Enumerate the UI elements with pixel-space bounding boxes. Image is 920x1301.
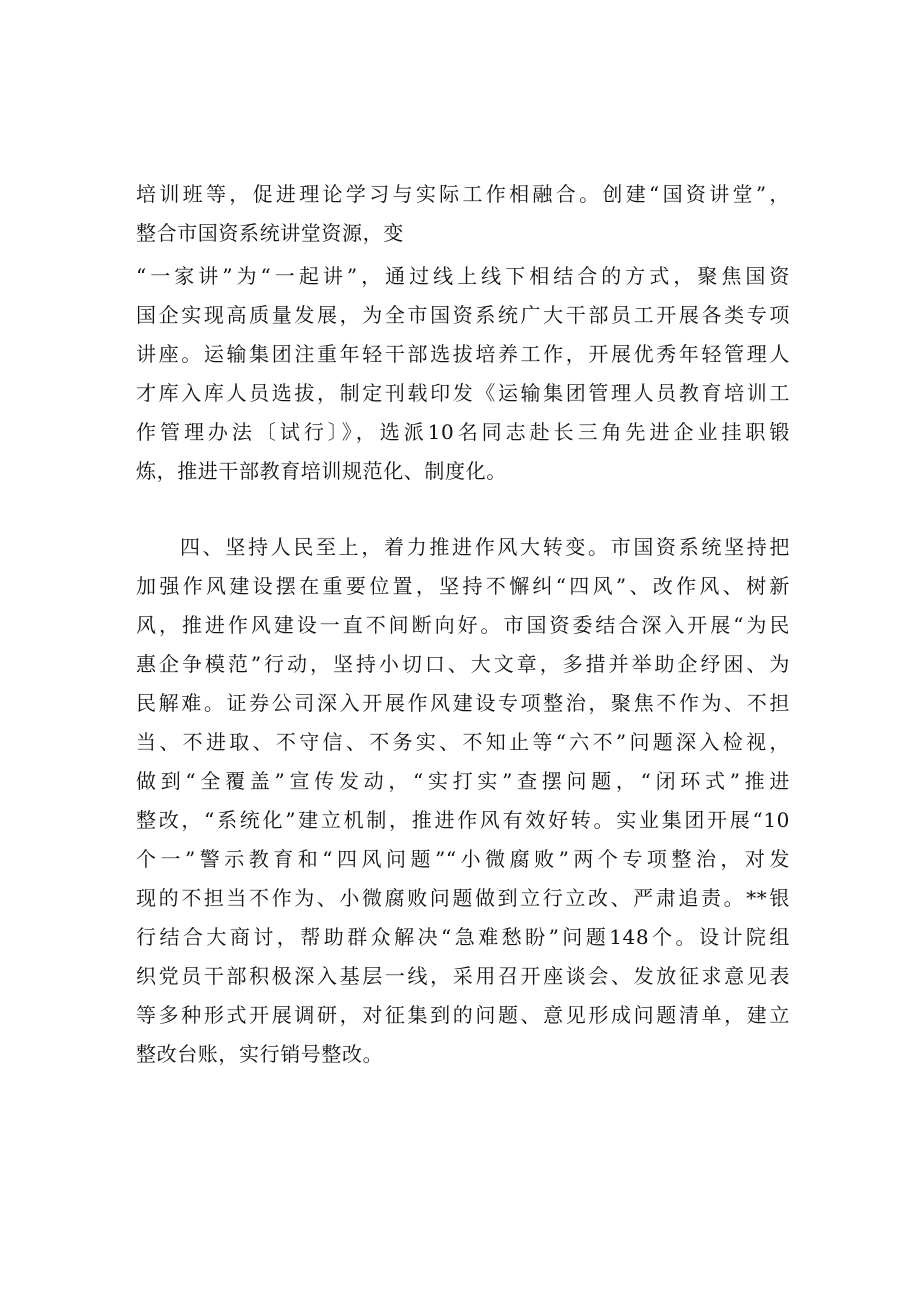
text-line: 整改台账，实行销号整改。	[136, 1042, 384, 1066]
text-line: 整合市国资系统讲堂资源，变	[136, 221, 404, 245]
text-line: 行结合大商讨，帮助群众解决“急难愁盼”问题148个。设计院组	[136, 925, 790, 949]
text-line: 培训班等，促进理论学习与实际工作相融合。创建“国资讲堂”，	[136, 182, 790, 206]
text-line: 惠企争模范”行动，坚持小切口、大文章，多措并举助企纾困、为	[136, 652, 790, 676]
text-line: 才库入库人员选拔，制定刊载印发《运输集团管理人员教育培训工	[136, 381, 790, 405]
text-line: 现的不担当不作为、小微腐败问题做到立行立改、严肃追责。**银	[136, 886, 790, 910]
text-line: 当、不进取、不守信、不务实、不知止等“六不”问题深入检视，	[136, 730, 790, 754]
text-line: 整改，“系统化”建立机制，推进作风有效好转。实业集团开展“10	[136, 808, 790, 832]
text-line: 炼，推进干部教育培训规范化、制度化。	[136, 459, 507, 483]
text-line: 讲座。运输集团注重年轻干部选拔培养工作，开展优秀年轻管理人	[136, 342, 790, 366]
section-four-paragraph	[136, 528, 790, 1074]
text-line: 国企实现高质量发展，为全市国资系统广大干部员工开展各类专项	[136, 303, 790, 327]
text-line: 织党员干部积极深入基层一线，采用召开座谈会、发放征求意见表	[136, 964, 790, 988]
text-line: 作管理办法〔试行〕》，选派10名同志赴长三角先进企业挂职锻	[136, 420, 790, 444]
text-line: 风，推进作风建设一直不间断向好。市国资委结合深入开展“为民	[136, 613, 790, 637]
text-line: 等多种形式开展调研，对征集到的问题、意见形成问题清单，建立	[136, 1003, 790, 1027]
paragraph-body	[136, 257, 790, 491]
text-line: 做到“全覆盖”宣传发动，“实打实”查摆问题，“闭环式”推进	[136, 769, 790, 793]
text-line: “一家讲”为“一起讲”，通过线上线下相结合的方式，聚焦国资	[136, 264, 790, 288]
text-line: 民解难。证券公司深入开展作风建设专项整治，聚焦不作为、不担	[136, 691, 790, 715]
text-line: 个一”警示教育和“四风问题”“小微腐败”两个专项整治，对发	[136, 847, 790, 871]
text-line: 加强作风建设摆在重要位置，坚持不懈纠“四风”、改作风、树新	[136, 574, 790, 598]
paragraph-continuation	[136, 175, 790, 253]
section-heading-line: 四、坚持人民至上，着力推进作风大转变。市国资系统坚持把	[180, 535, 790, 559]
